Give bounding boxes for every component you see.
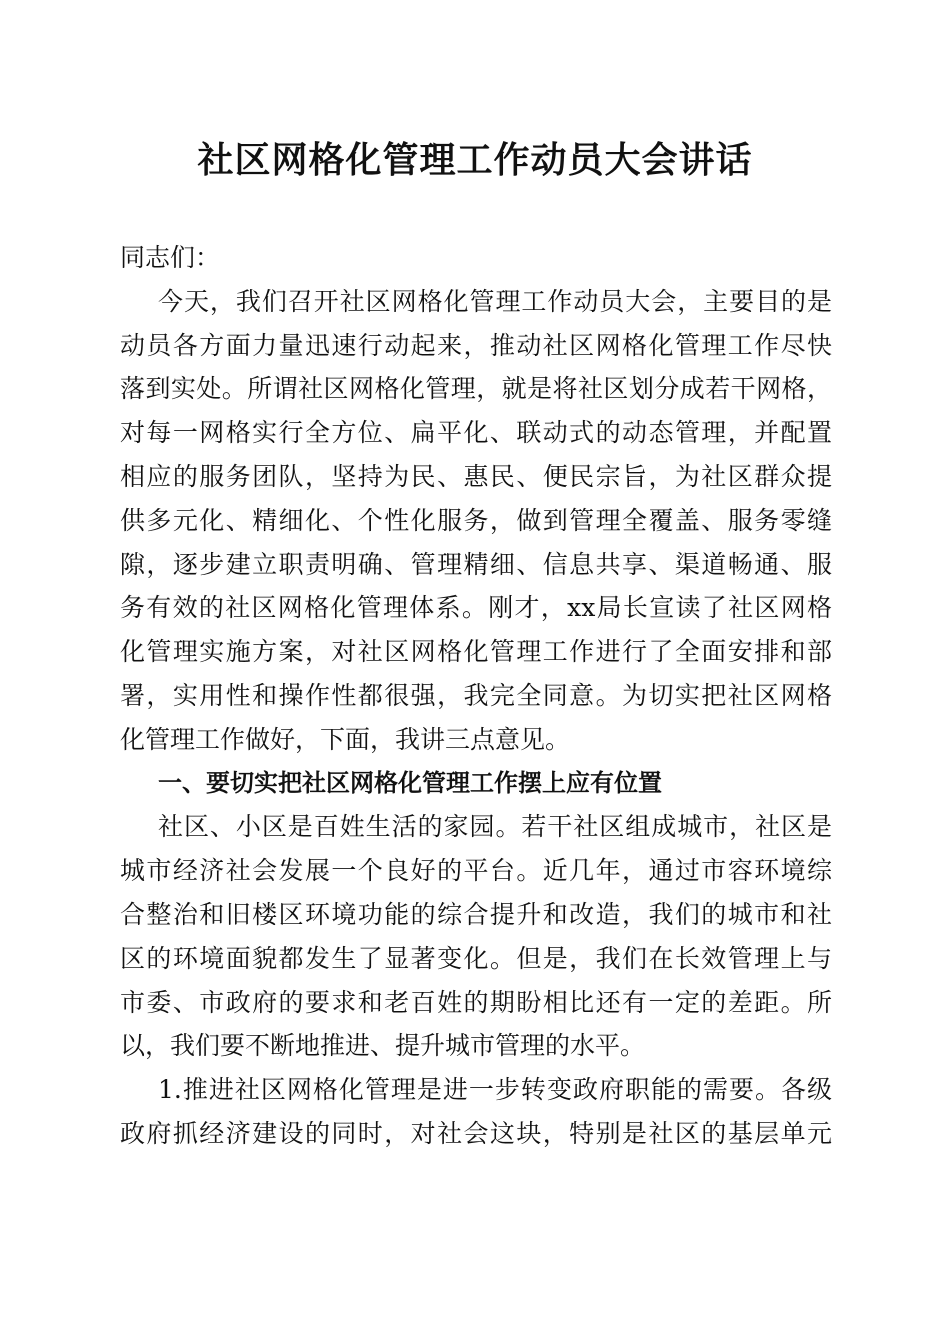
paragraph-line: 署，实用性和操作性都很强，我完全同意。为切实把社区网格 [120,680,832,710]
paragraph-line: 务有效的社区网格化管理体系。刚才，xx局长宣读了社区网格 [120,593,832,623]
section-heading: 一、要切实把社区网格化管理工作摆上应有位置 [158,768,662,797]
paragraph-line: 市委、市政府的要求和老百姓的期盼相比还有一定的差距。所 [120,987,832,1017]
salutation: 同志们： [120,243,221,272]
document-body [120,236,832,1156]
paragraph-line: 以，我们要不断地推进、提升城市管理的水平。 [120,1031,646,1061]
paragraph-line: 动员各方面力量迅速行动起来，推动社区网格化管理工作尽快 [120,330,832,360]
paragraph-line: 相应的服务团队，坚持为民、惠民、便民宗旨，为社区群众提 [120,461,832,491]
paragraph-line: 区的环境面貌都发生了显著变化。但是，我们在长效管理上与 [120,943,832,973]
paragraph-line: 城市经济社会发展一个良好的平台。近几年，通过市容环境综 [120,856,832,886]
paragraph-line: 化管理工作做好，下面，我讲三点意见。 [120,724,571,754]
paragraph-line: 政府抓经济建设的同时，对社会这块，特别是社区的基层单元 [120,1118,832,1148]
paragraph-line: 社区、小区是百姓生活的家园。若干社区组成城市，社区是 [158,812,832,842]
paragraph-line: 合整治和旧楼区环境功能的综合提升和改造，我们的城市和社 [120,899,832,929]
paragraph-line: 1.推进社区网格化管理是进一步转变政府职能的需要。各级 [158,1075,832,1105]
paragraph-line: 隙，逐步建立职责明确、管理精细、信息共享、渠道畅通、服 [120,549,832,579]
paragraph-line: 落到实处。所谓社区网格化管理，就是将社区划分成若干网格， [120,374,832,404]
document-title: 社区网格化管理工作动员大会讲话 [197,139,753,181]
paragraph-line: 今天，我们召开社区网格化管理工作动员大会，主要目的是 [158,286,832,316]
paragraph-line: 化管理实施方案，对社区网格化管理工作进行了全面安排和部 [120,637,832,667]
paragraph-line: 供多元化、精细化、个性化服务，做到管理全覆盖、服务零缝 [120,505,832,535]
paragraph-line: 对每一网格实行全方位、扁平化、联动式的动态管理，并配置 [120,418,832,448]
